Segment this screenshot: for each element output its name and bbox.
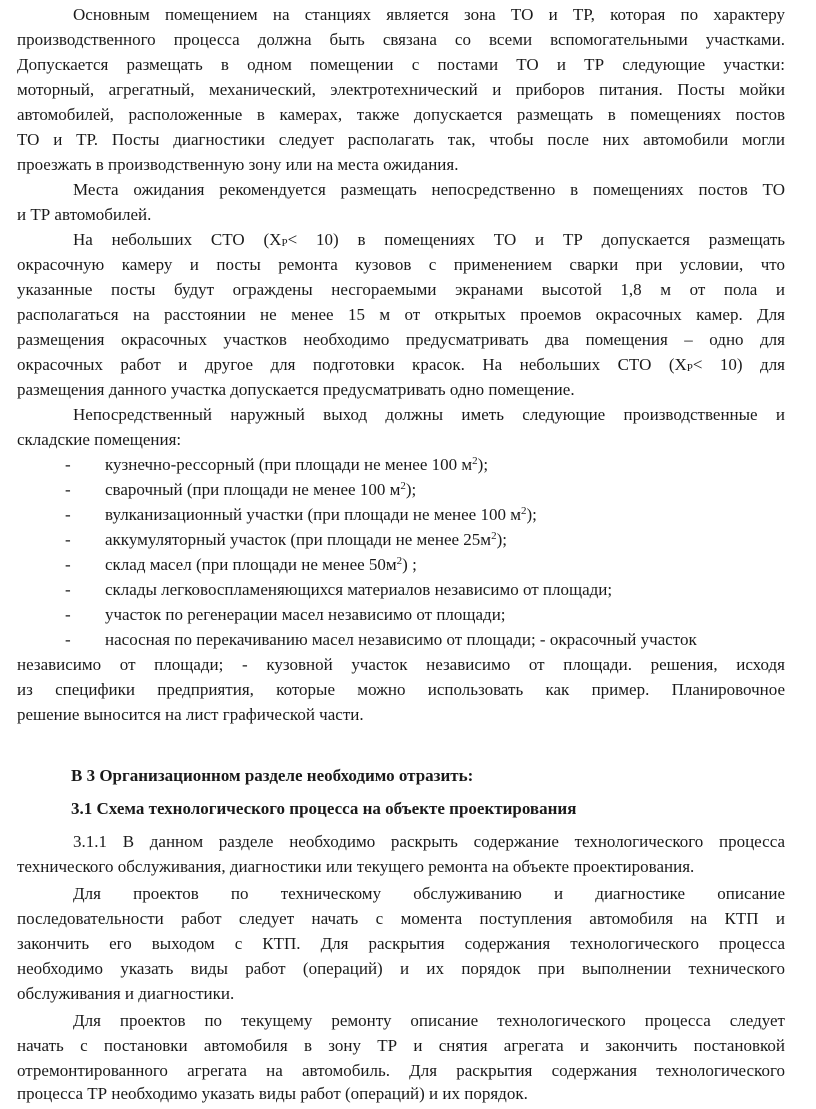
list-item <box>17 502 785 527</box>
list-item-body: кузнечно-рессорный (при площади не менее 100 м <box>105 455 473 474</box>
p1-line-7: проезжать в производственную зону или на места ожидания. <box>17 155 459 174</box>
list-item <box>17 477 785 502</box>
list-item-text <box>105 552 417 577</box>
list-continuation-line-2: из специфики предприятия, которые можно использовать как пример. Планировочное <box>17 680 785 699</box>
list-item-tail: ); <box>526 505 537 524</box>
list-continuation-line-1: независимо от площади; - кузовной участок независимо от площади. решения, исходя <box>17 655 785 674</box>
superscript: 2 <box>396 555 403 567</box>
list-item-text: участок по регенерации масел независимо от площади; <box>105 605 506 624</box>
superscript: 2 <box>472 455 478 467</box>
superscript: 2 <box>521 505 527 517</box>
p3-line-1 <box>73 227 785 252</box>
list-dash: - <box>65 630 71 649</box>
s2-line-1: Для проектов по техническому обслуживанию и диагностике описание <box>73 884 785 903</box>
list-continuation-line-3: решение выносится на лист графической части. <box>17 705 364 724</box>
s1-line-1: 3.1.1 В данном разделе необходимо раскрыть содержание технологического процесса <box>73 832 785 851</box>
p3-line-6 <box>17 352 785 377</box>
p1-line-5: автомобилей, расположенные в камерах, также допускается размещать в помещениях постов <box>17 105 785 124</box>
list-dash: - <box>65 455 71 474</box>
p3-line-6-before: окрасочных работ и другое для подготовки красок. На небольших СТО (Х <box>17 355 687 374</box>
p3-line-2: окрасочную камеру и посты ремонта кузовов с применением сварки при условии, что <box>17 255 785 274</box>
list-item-text <box>105 502 537 527</box>
list-dash: - <box>65 605 71 624</box>
s2-line-3: закончить его выходом с КТП. Для раскрытия содержания технологического процесса <box>17 934 785 953</box>
s3-line-3: отремонтированного агрегата на автомобиль. Для раскрытия содержания технологического <box>17 1061 785 1080</box>
p3-line-6-after: < 10) для <box>692 355 786 374</box>
p3-line-7: размещения данного участка допускается предусматривать одно помещение. <box>17 380 575 399</box>
p4-line-2: складские помещения: <box>17 430 182 449</box>
list-item <box>17 552 785 577</box>
p1-line-3: Допускается размещать в одном помещении с постами ТО и ТР следующие участки: <box>17 55 785 74</box>
list-item-body: аккумуляторный участок (при площади не менее 25м <box>105 530 492 549</box>
s2-line-2: последовательности работ следует начать с момента поступления автомобиля на КТП и <box>17 909 785 928</box>
p3-line-1-after: < 10) в помещениях ТО и ТР допускается размещать <box>287 230 785 249</box>
list-item <box>17 602 785 627</box>
s3-line-1: Для проектов по текущему ремонту описание технологического процесса следует <box>73 1011 785 1030</box>
s2-line-4: необходимо указать виды работ (операций) и их порядок при выполнении технического <box>17 959 785 978</box>
list-item <box>17 577 785 602</box>
superscript: 2 <box>400 480 406 492</box>
list-item-text: склады легковоспламеняющихся материалов независимо от площади; <box>105 580 613 599</box>
section-heading: В 3 Организационном разделе необходимо отразить: <box>71 766 474 785</box>
list-dash: - <box>65 530 71 549</box>
list-item-text <box>105 452 488 477</box>
s3-line-4: процесса ТР необходимо указать виды работ (операций) и их порядок. <box>17 1084 528 1103</box>
list-item <box>17 452 785 477</box>
list-item-tail: ); <box>496 530 507 549</box>
list-dash: - <box>65 555 71 574</box>
p2-line-2: и ТР автомобилей. <box>17 205 152 224</box>
list-item-text: насосная по перекачиванию масел независимо от площади; - окрасочный участок <box>105 630 697 649</box>
list-dash: - <box>65 480 71 499</box>
subsection-heading: 3.1 Схема технологического процесса на объекте проектирования <box>71 799 577 818</box>
p3-line-5: размещения окрасочных участков необходимо предусматривать два помещения – одно для <box>17 330 785 349</box>
p3-line-3: указанные посты будут ограждены несгораемыми экранами высотой 1,8 м от пола и <box>17 280 785 299</box>
s1-line-2: технического обслуживания, диагностики или текущего ремонта на объекте проектирования. <box>17 857 695 876</box>
list-item-body: сварочный (при площади не менее 100 м <box>105 480 401 499</box>
s2-line-5: обслуживания и диагностики. <box>17 984 235 1003</box>
p1-line-2: производственного процесса должна быть связана со всеми вспомогательными участками. <box>17 30 785 49</box>
list-item-text <box>105 477 416 502</box>
list-item <box>17 627 785 652</box>
list-item <box>17 527 785 552</box>
p1-line-4: моторный, агрегатный, механический, электротехнический и приборов питания. Посты мойки <box>17 80 785 99</box>
p3-line-4: располагаться на расстоянии не менее 15 м от открытых проемов окрасочных камер. Для <box>17 305 785 324</box>
list-item-tail: ); <box>477 455 489 474</box>
p1-line-1: Основным помещением на станциях является зона ТО и ТР, которая по характеру <box>73 5 785 24</box>
list-item-text <box>105 527 507 552</box>
list-item-body: вулканизационный участки (при площади не менее 100 м <box>105 505 521 524</box>
p2-line-1: Места ожидания рекомендуется размещать непосредственно в помещениях постов ТО <box>73 180 785 199</box>
p3-line-1-before: На небольших СТО (Х <box>73 230 282 249</box>
p1-line-6: ТО и ТР. Посты диагностики следует располагать так, чтобы после них автомобили могли <box>17 130 785 149</box>
list-item-tail: ); <box>405 480 417 499</box>
list-item-body: склад масел (при площади не менее 50м <box>105 555 397 574</box>
list-dash: - <box>65 580 71 599</box>
p3-line-6-sub: Р <box>686 362 693 374</box>
list-item-tail: ) ; <box>402 555 417 574</box>
p4-line-1: Непосредственный наружный выход должны иметь следующие производственные и <box>73 405 785 424</box>
s3-line-2: начать с постановки автомобиля в зону ТР и снятия агрегата и закончить постановкой <box>17 1036 785 1055</box>
superscript: 2 <box>491 530 497 542</box>
p3-line-1-sub: Р <box>281 237 288 249</box>
list-dash: - <box>65 505 71 524</box>
